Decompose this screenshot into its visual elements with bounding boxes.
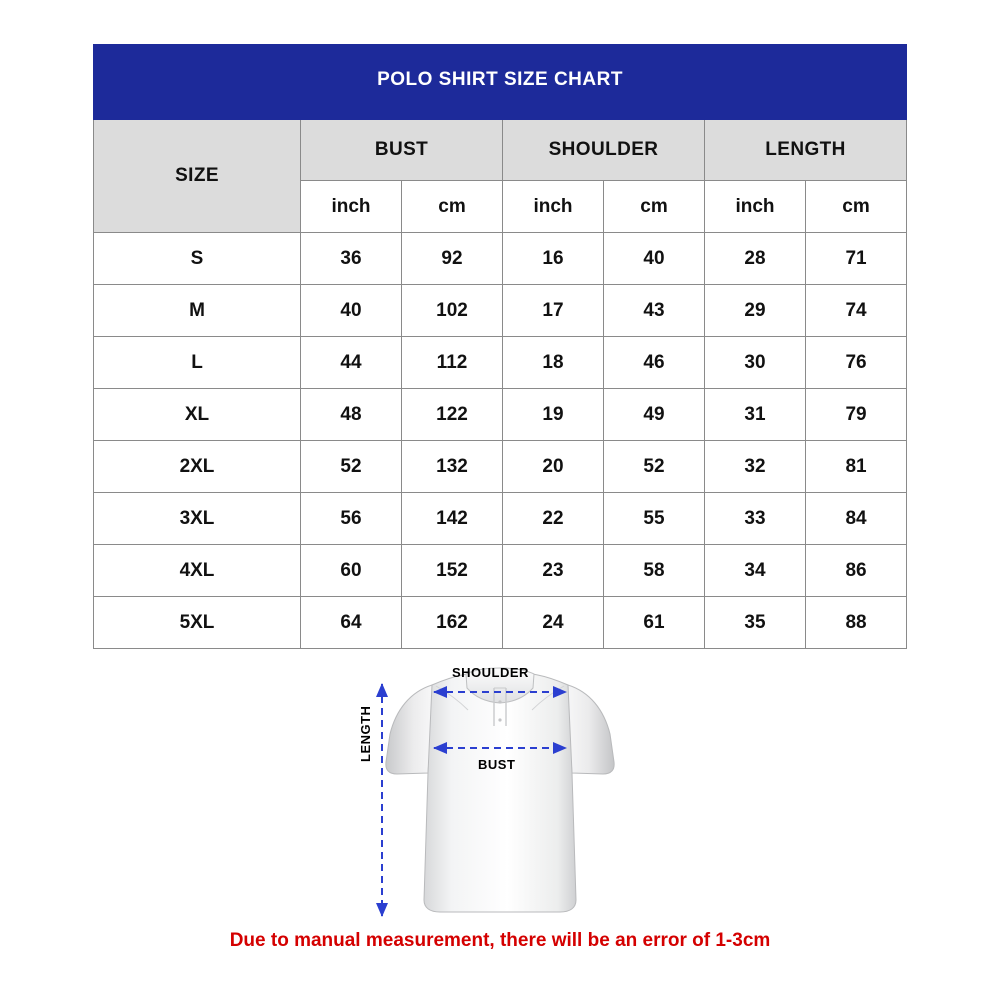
cell-size: M — [94, 285, 301, 337]
table-row — [94, 233, 907, 285]
unit-length-inch: inch — [705, 181, 806, 233]
cell-length-inch: 33 — [705, 493, 806, 545]
unit-bust-inch: inch — [301, 181, 402, 233]
cell-length-cm: 81 — [806, 441, 907, 493]
size-chart-table-wrapper — [93, 44, 905, 649]
cell-shoulder-cm: 46 — [604, 337, 705, 389]
cell-shoulder-cm: 58 — [604, 545, 705, 597]
cell-size: 2XL — [94, 441, 301, 493]
cell-bust-inch: 56 — [301, 493, 402, 545]
cell-shoulder-cm: 40 — [604, 233, 705, 285]
cell-bust-cm: 162 — [402, 597, 503, 649]
chart-group-header-row — [94, 120, 907, 181]
cell-shoulder-inch: 18 — [503, 337, 604, 389]
cell-bust-inch: 48 — [301, 389, 402, 441]
cell-shoulder-cm: 49 — [604, 389, 705, 441]
unit-shoulder-cm: cm — [604, 181, 705, 233]
cell-size: 3XL — [94, 493, 301, 545]
cell-length-inch: 34 — [705, 545, 806, 597]
size-chart-table — [93, 44, 907, 649]
unit-shoulder-inch: inch — [503, 181, 604, 233]
cell-length-inch: 30 — [705, 337, 806, 389]
cell-shoulder-inch: 20 — [503, 441, 604, 493]
table-row — [94, 493, 907, 545]
cell-bust-cm: 132 — [402, 441, 503, 493]
cell-bust-cm: 142 — [402, 493, 503, 545]
cell-length-inch: 29 — [705, 285, 806, 337]
cell-size: L — [94, 337, 301, 389]
cell-shoulder-inch: 17 — [503, 285, 604, 337]
cell-bust-inch: 36 — [301, 233, 402, 285]
table-row — [94, 389, 907, 441]
cell-bust-cm: 92 — [402, 233, 503, 285]
table-row — [94, 441, 907, 493]
cell-length-cm: 79 — [806, 389, 907, 441]
cell-shoulder-cm: 61 — [604, 597, 705, 649]
cell-shoulder-inch: 19 — [503, 389, 604, 441]
cell-size: 5XL — [94, 597, 301, 649]
cell-bust-inch: 40 — [301, 285, 402, 337]
cell-length-cm: 74 — [806, 285, 907, 337]
cell-bust-cm: 102 — [402, 285, 503, 337]
cell-bust-cm: 152 — [402, 545, 503, 597]
cell-bust-inch: 60 — [301, 545, 402, 597]
cell-bust-inch: 64 — [301, 597, 402, 649]
table-row — [94, 285, 907, 337]
cell-length-cm: 88 — [806, 597, 907, 649]
cell-bust-cm: 112 — [402, 337, 503, 389]
polo-shirt-graphic — [386, 668, 614, 912]
column-header-length: LENGTH — [705, 120, 907, 181]
cell-length-inch: 32 — [705, 441, 806, 493]
cell-size: S — [94, 233, 301, 285]
cell-shoulder-inch: 23 — [503, 545, 604, 597]
cell-length-inch: 31 — [705, 389, 806, 441]
shoulder-label: SHOULDER — [452, 665, 529, 680]
cell-length-cm: 76 — [806, 337, 907, 389]
cell-length-cm: 71 — [806, 233, 907, 285]
cell-bust-inch: 52 — [301, 441, 402, 493]
cell-size: 4XL — [94, 545, 301, 597]
cell-shoulder-cm: 43 — [604, 285, 705, 337]
cell-shoulder-cm: 55 — [604, 493, 705, 545]
cell-shoulder-cm: 52 — [604, 441, 705, 493]
cell-size: XL — [94, 389, 301, 441]
cell-length-cm: 84 — [806, 493, 907, 545]
cell-bust-inch: 44 — [301, 337, 402, 389]
cell-length-inch: 28 — [705, 233, 806, 285]
cell-length-cm: 86 — [806, 545, 907, 597]
unit-length-cm: cm — [806, 181, 907, 233]
cell-shoulder-inch: 24 — [503, 597, 604, 649]
cell-length-inch: 35 — [705, 597, 806, 649]
cell-bust-cm: 122 — [402, 389, 503, 441]
measurement-note: Due to manual measurement, there will be an error of 1-3cm — [229, 930, 771, 951]
unit-bust-cm: cm — [402, 181, 503, 233]
table-row — [94, 545, 907, 597]
cell-shoulder-inch: 16 — [503, 233, 604, 285]
page-title: POLO SHIRT SIZE CHART — [94, 45, 907, 120]
column-header-size: SIZE — [94, 120, 301, 233]
chart-title-row — [94, 45, 907, 120]
cell-shoulder-inch: 22 — [503, 493, 604, 545]
column-header-bust: BUST — [301, 120, 503, 181]
column-header-shoulder: SHOULDER — [503, 120, 705, 181]
table-row — [94, 337, 907, 389]
bust-label: BUST — [478, 757, 516, 772]
length-label: LENGTH — [358, 705, 373, 762]
